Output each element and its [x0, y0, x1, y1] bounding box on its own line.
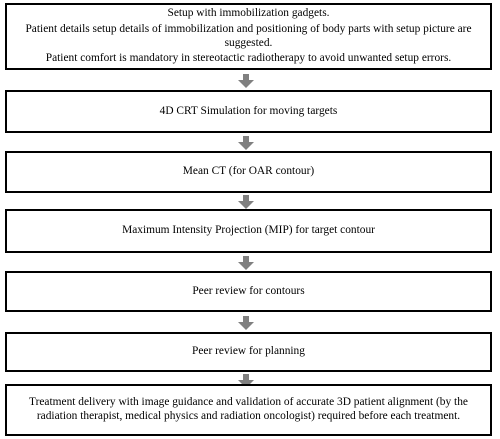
arrow-down-icon — [238, 256, 254, 270]
step-5-text: Peer review for contours — [192, 284, 305, 297]
step-6-text: Peer review for planning — [192, 345, 305, 358]
step-2-text: 4D CRT Simulation for moving targets — [159, 104, 338, 117]
arrow-down-icon — [238, 316, 254, 330]
step-5-box — [5, 271, 492, 312]
step-1-box — [5, 3, 492, 70]
step-7-box — [5, 384, 492, 436]
step-1-line-2: Patient details setup details of immobilization and positioning of body parts with setup picture are suggested. — [25, 22, 472, 49]
step-3-text: Mean CT (for OAR contour) — [182, 165, 315, 178]
arrow-down-icon — [238, 74, 254, 88]
arrow-down-icon — [238, 136, 254, 150]
step-7-text: Treatment delivery with image guidance and validation of accurate 3D patient alignment (by the radiation therapist, medical physics and radiation oncologist) required before each treatment. — [29, 396, 468, 422]
step-3-box — [5, 151, 492, 193]
step-6-box — [5, 332, 492, 372]
step-4-box — [5, 209, 492, 253]
step-1-line-3: Patient comfort is mandatory in stereotactic radiotherapy to avoid unwanted setup errors. — [45, 52, 452, 65]
step-2-box — [5, 90, 492, 133]
step-1-line-1: Setup with immobilization gadgets. — [167, 6, 330, 19]
arrow-down-icon — [238, 195, 254, 209]
step-4-text: Maximum Intensity Projection (MIP) for target contour — [122, 224, 375, 237]
